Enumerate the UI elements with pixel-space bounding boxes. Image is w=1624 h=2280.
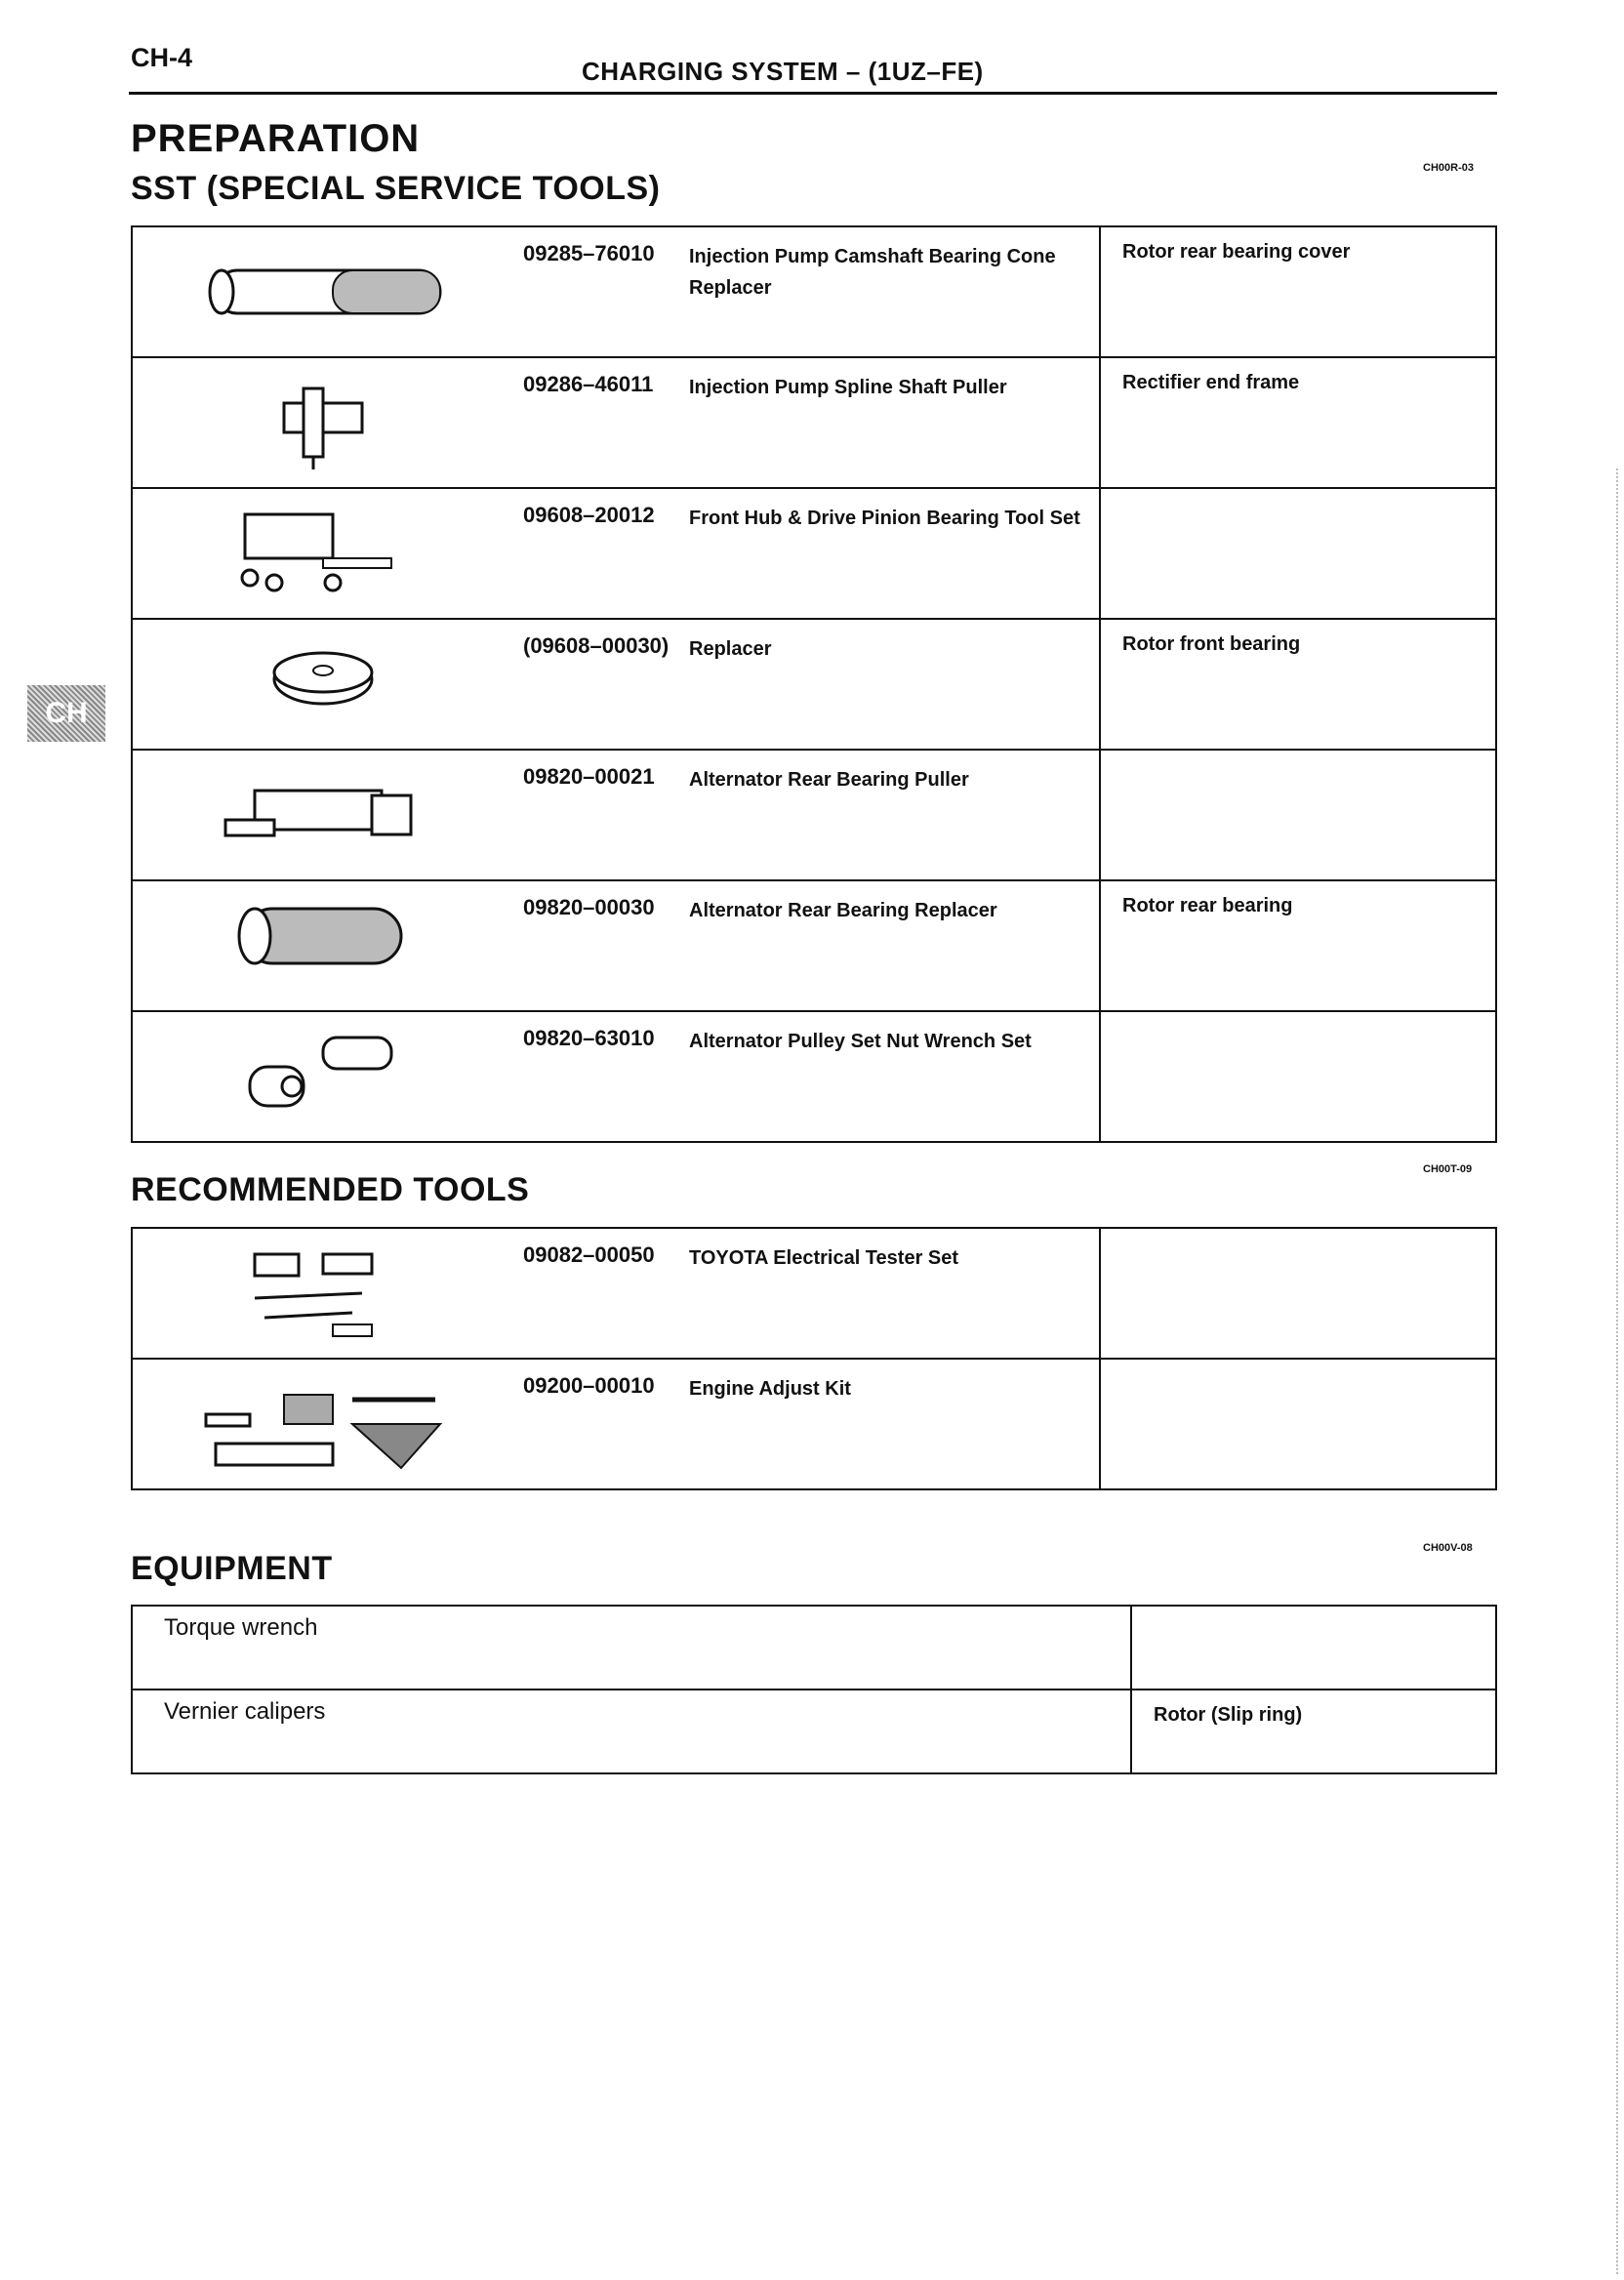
sst-table [131,225,1497,1143]
tool-name: TOYOTA Electrical Tester Set [689,1228,1100,1359]
ref-code: CH00T-09 [1423,1163,1473,1175]
part-number: 09200–00010 [513,1359,689,1489]
tool-name: Alternator Pulley Set Nut Wrench Set [689,1011,1100,1142]
application [1100,1228,1496,1359]
sleeve-replacer-icon [132,880,513,1011]
part-number: 09820–00030 [513,880,689,1011]
page-number: CH-4 [131,43,193,72]
table-row [132,226,1496,357]
table-row [132,488,1496,619]
header-rule [129,92,1497,95]
application [1100,488,1496,619]
application [1100,1359,1496,1489]
table-row [132,619,1496,750]
application: Rectifier end frame [1100,357,1496,488]
part-number: 09820–00021 [513,750,689,880]
recommended-table [131,1227,1497,1490]
tool-name: Alternator Rear Bearing Puller [689,750,1100,880]
section-subtitle: SST (SPECIAL SERVICE TOOLS) [131,170,661,207]
ref-code: CH00R-03 [1423,162,1474,174]
application: Rotor rear bearing cover [1100,226,1496,357]
adjust-kit-icon [132,1359,513,1489]
cylinder-replacer-icon [132,226,513,357]
application: Rotor (Slip ring) [1131,1690,1496,1773]
tool-name: Front Hub & Drive Pinion Bearing Tool Set [689,488,1100,619]
application [1131,1606,1496,1690]
puller-icon [132,357,513,488]
table-row [132,1606,1496,1690]
application [1100,1011,1496,1142]
part-number: 09820–63010 [513,1011,689,1142]
table-row [132,1359,1496,1489]
equipment-name: Vernier calipers [132,1690,1131,1773]
table-row [132,750,1496,880]
scan-edge [1616,468,1618,2274]
table-row [132,1228,1496,1359]
tool-name: Engine Adjust Kit [689,1359,1100,1489]
tool-name: Replacer [689,619,1100,750]
tool-name: Injection Pump Camshaft Bearing Cone Replacer [689,226,1100,357]
section-tab: CH [27,685,105,742]
running-title: CHARGING SYSTEM – (1UZ–FE) [582,57,984,86]
disc-replacer-icon [132,619,513,750]
part-number: 09286–46011 [513,357,689,488]
application [1100,750,1496,880]
section-title: EQUIPMENT [131,1550,333,1587]
application: Rotor front bearing [1100,619,1496,750]
equipment-name: Torque wrench [132,1606,1131,1690]
tool-set-case-icon [132,488,513,619]
table-row [132,1690,1496,1773]
application: Rotor rear bearing [1100,880,1496,1011]
tool-name: Injection Pump Spline Shaft Puller [689,357,1100,488]
equipment-table [131,1605,1497,1774]
tool-name: Alternator Rear Bearing Replacer [689,880,1100,1011]
tester-set-icon [132,1228,513,1359]
part-number: (09608–00030) [513,619,689,750]
part-number: 09285–76010 [513,226,689,357]
table-row [132,357,1496,488]
section-title: RECOMMENDED TOOLS [131,1171,530,1208]
table-row [132,880,1496,1011]
ref-code: CH00V-08 [1423,1542,1473,1554]
table-row [132,1011,1496,1142]
bearing-puller-icon [132,750,513,880]
socket-wrench-icon [132,1011,513,1142]
part-number: 09608–20012 [513,488,689,619]
section-title: PREPARATION [131,117,421,160]
part-number: 09082–00050 [513,1228,689,1359]
